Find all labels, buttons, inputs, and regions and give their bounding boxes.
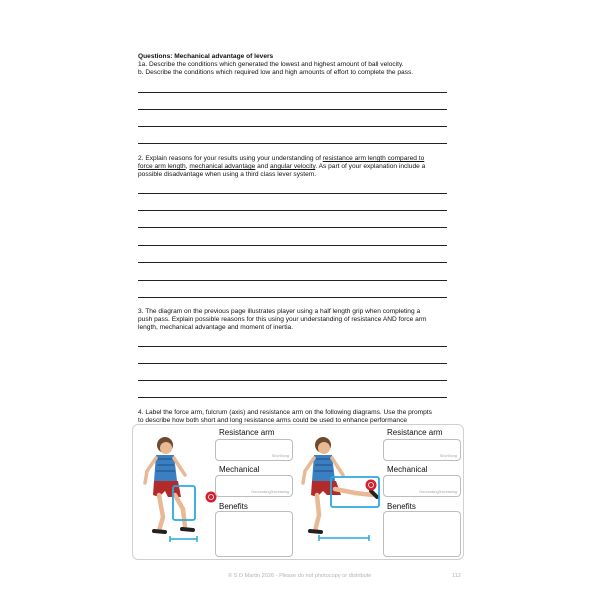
question-2-line-3: possible disadvantage when using a third class lever system. — [138, 171, 317, 178]
answer-line[interactable] — [138, 397, 447, 398]
copyright-footer: © S D Martin 2026 - Please do not photocopy or distribute — [228, 573, 372, 579]
question-2-text: , — [185, 163, 190, 170]
question-3-line-2: push pass. Explain possible reasons for this using your understanding of resistance AND force arm — [138, 316, 427, 323]
answer-line[interactable] — [138, 227, 447, 228]
left-resistance-arm-hint: Short/long — [271, 454, 289, 458]
answer-line[interactable] — [138, 297, 447, 298]
kicking-child-left-image — [141, 431, 221, 549]
question-4-line-2: to describe how both short and long resistance arms could be used to enhance performance — [138, 417, 408, 424]
left-mechanical-box[interactable] — [215, 475, 293, 497]
right-mechanical-box[interactable] — [383, 475, 461, 497]
answer-line[interactable] — [138, 193, 447, 194]
question-1a: 1a. Describe the conditions which generated the lowest and highest amount of ball velocity. — [138, 61, 404, 68]
kicking-child-right-image — [299, 431, 385, 549]
answer-line[interactable] — [138, 210, 447, 211]
answer-line[interactable] — [138, 109, 447, 110]
right-resistance-arm-hint: Short/long — [439, 454, 457, 458]
left-mechanical-label: Mechanical — [219, 465, 260, 474]
answer-line[interactable] — [138, 245, 447, 246]
lever-diagram-panel — [132, 424, 464, 560]
key-term: angular velocity — [269, 163, 316, 170]
question-1b: b. Describe the conditions which required low and high amounts of effort to complete the pass. — [138, 69, 414, 76]
answer-line[interactable] — [138, 363, 447, 364]
right-resistance-arm-box[interactable] — [383, 439, 461, 461]
answer-line[interactable] — [138, 280, 447, 281]
question-2-text: . As part of your explanation include a — [315, 163, 426, 170]
answer-line[interactable] — [138, 92, 447, 93]
key-term: mechanical advantage — [189, 163, 256, 170]
page-number: 112 — [452, 573, 461, 579]
left-mechanical-hint: Decreasing/increasing — [251, 490, 289, 494]
key-term: resistance arm length compared to — [322, 155, 425, 162]
left-benefits-label: Benefits — [219, 502, 248, 511]
question-4-line-1: 4. Label the force arm, fulcrum (axis) and resistance arm on the following diagrams. Use the prompts — [138, 409, 432, 416]
right-mechanical-label: Mechanical — [387, 465, 428, 474]
question-2-text: and — [255, 163, 270, 170]
answer-line[interactable] — [138, 346, 447, 347]
question-2-text: 2. Explain reasons for your results using your understanding of — [138, 155, 323, 162]
key-term: force arm length — [138, 163, 186, 170]
answer-line[interactable] — [138, 126, 447, 127]
right-resistance-arm-label: Resistance arm — [387, 428, 443, 437]
right-mechanical-hint: Decreasing/increasing — [419, 490, 457, 494]
question-3-line-1: 3. The diagram on the previous page illustrates player using a half length grip when completing a — [138, 308, 421, 315]
left-resistance-arm-box[interactable] — [215, 439, 293, 461]
section-heading: Questions: Mechanical advantage of levers — [138, 53, 274, 60]
answer-line[interactable] — [138, 262, 447, 263]
answer-line[interactable] — [138, 380, 447, 381]
left-benefits-box[interactable] — [215, 511, 293, 557]
right-benefits-label: Benefits — [387, 502, 416, 511]
answer-line[interactable] — [138, 143, 447, 144]
left-resistance-arm-label: Resistance arm — [219, 428, 275, 437]
question-3-line-3: length, mechanical advantage and moment of inertia. — [138, 324, 294, 331]
right-benefits-box[interactable] — [383, 511, 461, 557]
